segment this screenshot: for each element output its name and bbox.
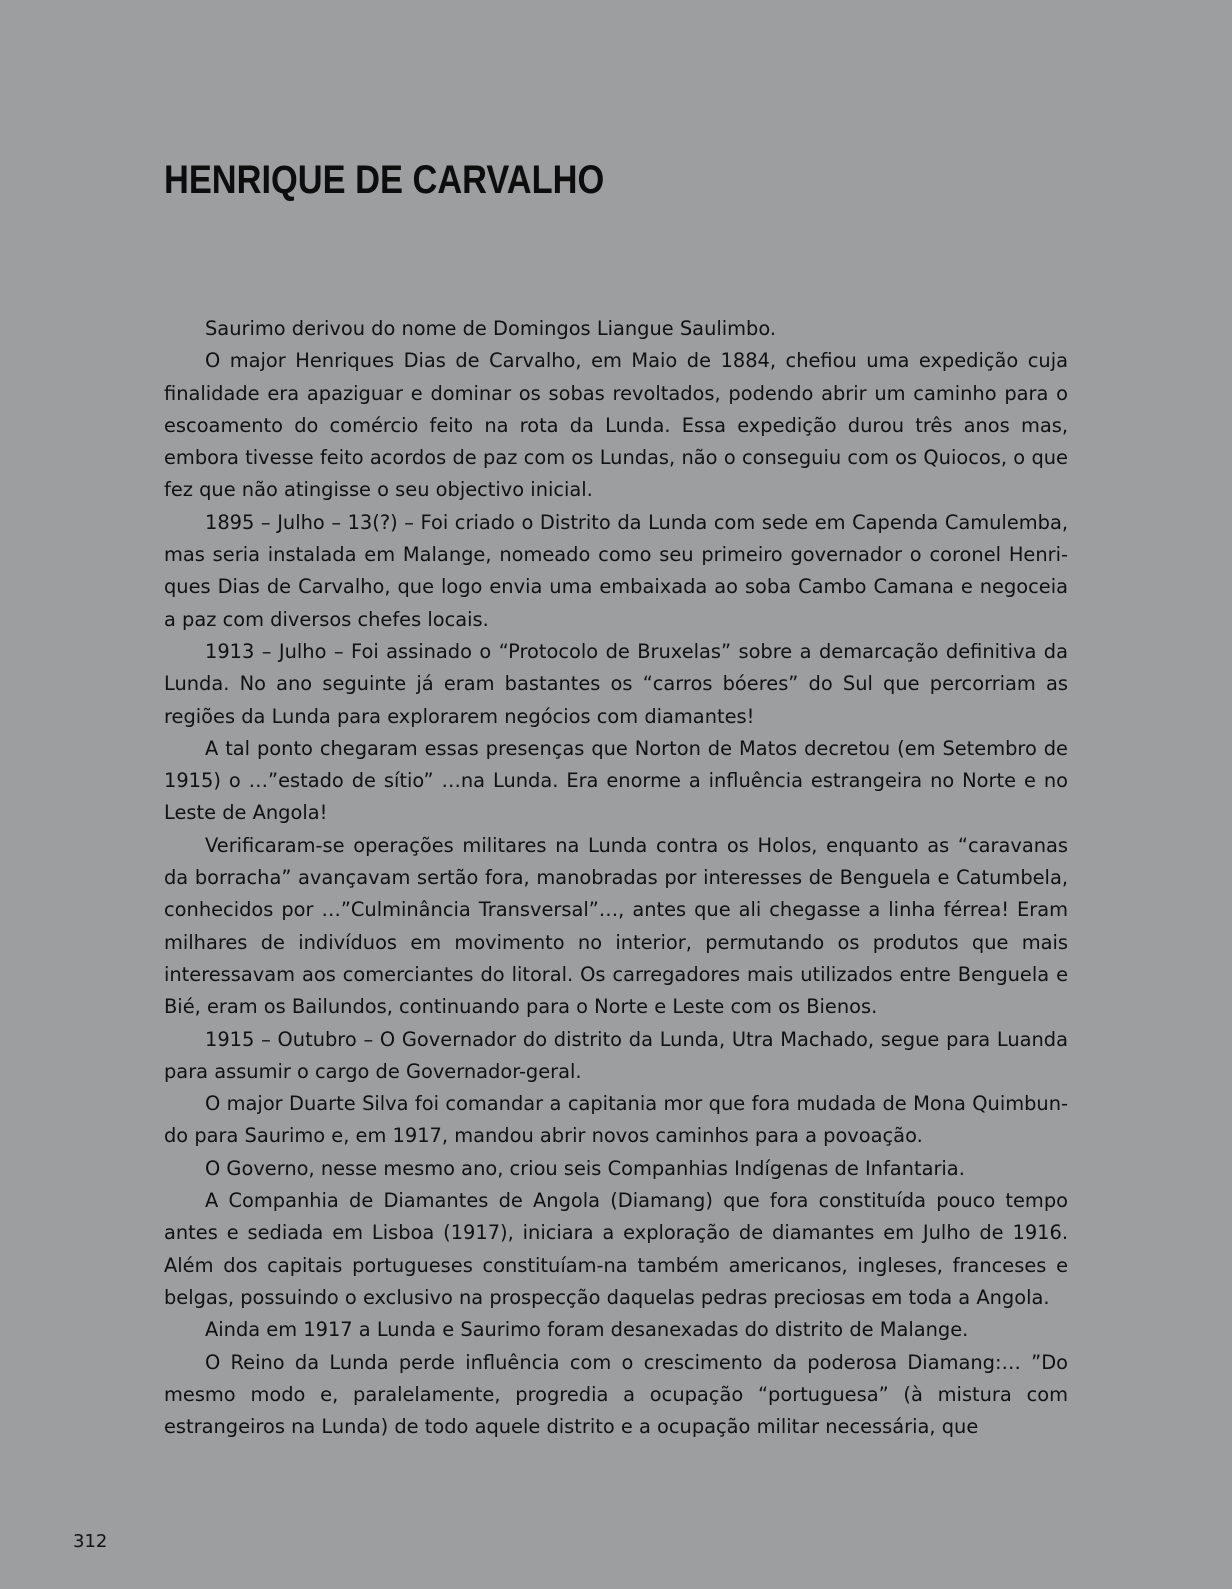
- page-number: 312: [73, 1531, 108, 1552]
- paragraph: 1913 – Julho – Foi assinado o “Protocolo de Bruxelas” sobre a demarcação definitiva da Lunda. No ano seguinte já eram bastantes os “carros bóeres” do Sul que percorriam as regiões da Lunda para explorarem negócios com diamantes!: [164, 639, 1068, 728]
- body-text: [164, 313, 1068, 1443]
- page-title: HENRIQUE DE CARVALHO: [164, 158, 605, 202]
- paragraph: A tal ponto chegaram essas presenças que Norton de Matos decretou (em Setembro de 1915) o …”estado de sítio” …na Lunda. Era enorme a influência estrangeira no Norte e no Leste de Angola!: [164, 736, 1068, 825]
- paragraph: 1895 – Julho – 13(?) – Foi criado o Distrito da Lunda com sede em Capenda Camulemba, mas seria instalada em Malange, nomeado como seu primeiro governador o coronel Henriques Dias de Carvalho, que logo envia uma embaixada ao soba Cambo Camana e negoceia a paz com diversos chefes locais.: [164, 510, 1068, 631]
- paragraph: A Companhia de Diamantes de Angola (Diamang) que fora constituída pouco tempo antes e sediada em Lisboa (1917), iniciara a exploração de diamantes em Julho de 1916. Além dos capitais portugueses constituíam-na também americanos, ingleses, franceses e belgas, possuindo o exclusivo na prospecção daquelas pedras preciosas em toda a Angola.: [164, 1189, 1068, 1309]
- paragraph: O major Duarte Silva foi comandar a capitania mor que fora mudada de Mona Quimbundo para Saurimo e, em 1917, mandou abrir novos caminhos para a povoação.: [164, 1092, 1068, 1148]
- paragraph: Ainda em 1917 a Lunda e Saurimo foram desanexadas do distrito de Malange.: [205, 1318, 969, 1342]
- paragraph: O Governo, nesse mesmo ano, criou seis Companhias Indígenas de Infantaria.: [205, 1156, 965, 1180]
- paragraph: O Reino da Lunda perde influência com o crescimento da poderosa Diamang:… ”Do mesmo modo e, paralelamente, progredia a ocupação “portuguesa” (à mistura com estrangeiros na Lunda) de todo aquele distrito e a ocupação militar necessária, que: [164, 1350, 1068, 1439]
- paragraph: O major Henriques Dias de Carvalho, em Maio de 1884, chefiou uma expedição cuja finalidade era apaziguar e dominar os sobas revoltados, podendo abrir um caminho para o escoamento do comércio feito na rota da Lunda. Essa expedição durou três anos mas, embora tivesse feito acordos de paz com os Lundas, não o conseguiu com os Quiocos, o que fez que não atingisse o seu objectivo inicial.: [164, 349, 1068, 502]
- paragraph: 1915 – Outubro – O Governador do distrito da Lunda, Utra Machado, segue para Luanda para assumir o cargo de Governador-geral.: [164, 1027, 1068, 1083]
- paragraph: Verificaram-se operações militares na Lunda contra os Holos, enquanto as “caravanas da borracha” avançavam sertão fora, manobradas por interesses de Benguela e Catumbela, conhecidos por …”Culminância Transversal”…, antes que ali chegasse a linha férrea! Eram milhares de indivíduos em movimento no interior, permutando os produtos que mais interessavam aos comerciantes do litoral. Os carregadores mais utilizados entre Benguela e Bié, eram os Bailundos, continuando para o Norte e Leste com os Bienos.: [164, 833, 1068, 1019]
- paragraph: Saurimo derivou do nome de Domingos Liangue Saulimbo.: [205, 317, 777, 340]
